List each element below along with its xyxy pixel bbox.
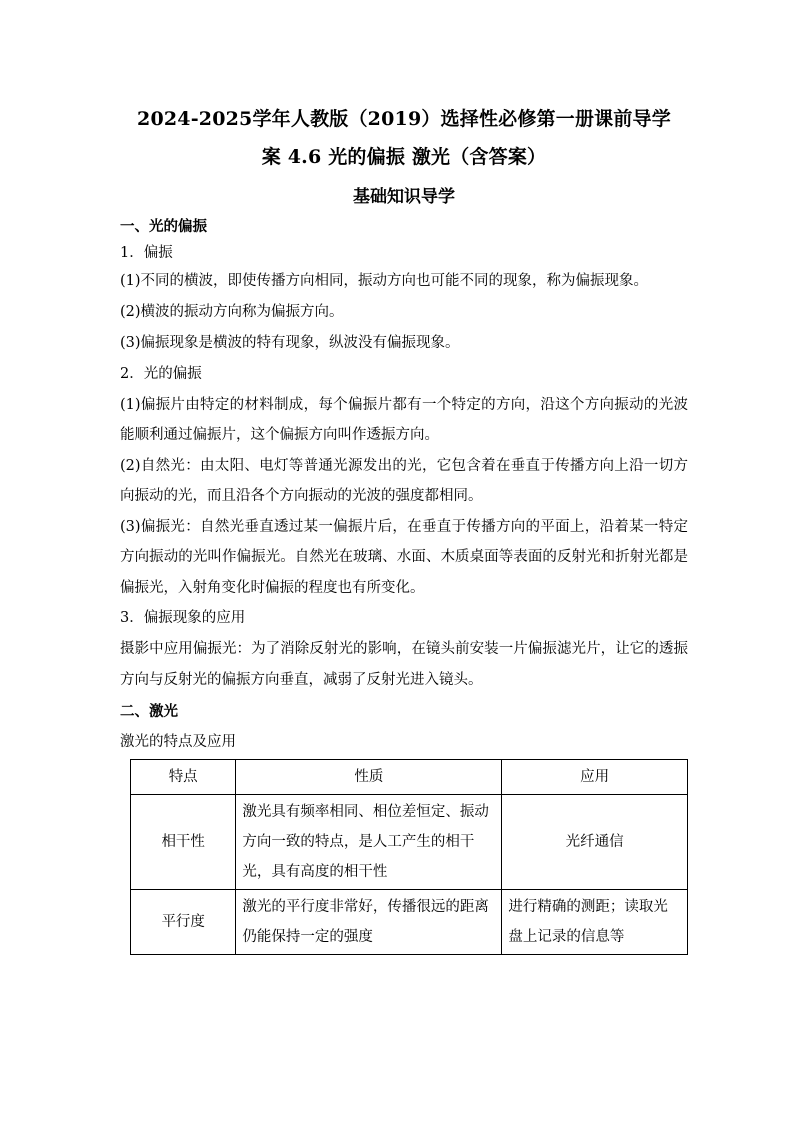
table-header-cell: 性质 xyxy=(236,760,502,795)
laser-features-table xyxy=(130,759,688,955)
laser-table-intro: 激光的特点及应用 xyxy=(120,734,236,750)
table-cell-application: 光纤通信 xyxy=(502,795,688,890)
paragraph-item: (1)不同的横波，即使传播方向相同，振动方向也可能不同的现象，称为偏振现象。 xyxy=(120,273,649,289)
paragraph-item: (1)偏振片由特定的材料制成，每个偏振片都有一个特定的方向，沿这个方向振动的光波能顺利通过偏振片，这个偏振方向叫作透振方向。 xyxy=(120,396,688,443)
table-cell-application: 进行精确的测距；读取光盘上记录的信息等 xyxy=(502,890,688,955)
table-header-cell: 特点 xyxy=(131,760,236,795)
table-row xyxy=(131,795,688,890)
paragraph-item: (3)偏振光：自然光垂直透过某一偏振片后，在垂直于传播方向的平面上，沿着某一特定方向振动的光叫作偏振光。自然光在玻璃、水面、木质桌面等表面的反射光和折射光都是偏振光，入射角变化时偏振的程度也有所变化。 xyxy=(120,518,688,596)
table-header-row xyxy=(131,760,688,795)
table-header-cell: 应用 xyxy=(502,760,688,795)
table-cell-property: 激光的平行度非常好，传播很远的距离仍能保持一定的强度 xyxy=(236,890,502,955)
subheading-light-polarization: 2．光的偏振 xyxy=(120,365,202,382)
section-polarization xyxy=(120,214,688,695)
paragraph-item: (2)横波的振动方向称为偏振方向。 xyxy=(120,303,344,320)
document-page xyxy=(120,100,688,955)
table-cell-feature: 相干性 xyxy=(131,795,236,890)
section-laser xyxy=(120,697,688,955)
paragraph-item: (3)偏振现象是横波的特有现象，纵波没有偏振现象。 xyxy=(120,334,460,351)
document-title-line2: 案 4.6 光的偏振 激光（含答案） xyxy=(261,146,547,168)
document-subtitle: 基础知识导学 xyxy=(353,187,455,207)
subheading-polarization-def: 1．偏振 xyxy=(120,245,173,261)
subheading-polarization-application: 3．偏振现象的应用 xyxy=(120,610,246,626)
section-heading-laser: 二、激光 xyxy=(120,703,178,720)
paragraph-item: (2)自然光：由太阳、电灯等普通光源发出的光，它包含着在垂直于传播方向上沿一切方向振动的光，而且沿各个方向振动的光波的强度都相同。 xyxy=(120,457,688,504)
table-cell-property: 激光具有频率相同、相位差恒定、振动方向一致的特点，是人工产生的相干光，具有高度的相干性 xyxy=(236,795,502,890)
section-heading-polarization: 一、光的偏振 xyxy=(120,218,207,235)
paragraph-application: 摄影中应用偏振光：为了消除反射光的影响，在镜头前安装一片偏振滤光片，让它的透振方向与反射光的偏振方向垂直，减弱了反射光进入镜头。 xyxy=(120,641,688,688)
table-row xyxy=(131,890,688,955)
document-title-line1: 2024-2025学年人教版（2019）选择性必修第一册课前导学 xyxy=(137,108,671,130)
table-cell-feature: 平行度 xyxy=(131,890,236,955)
